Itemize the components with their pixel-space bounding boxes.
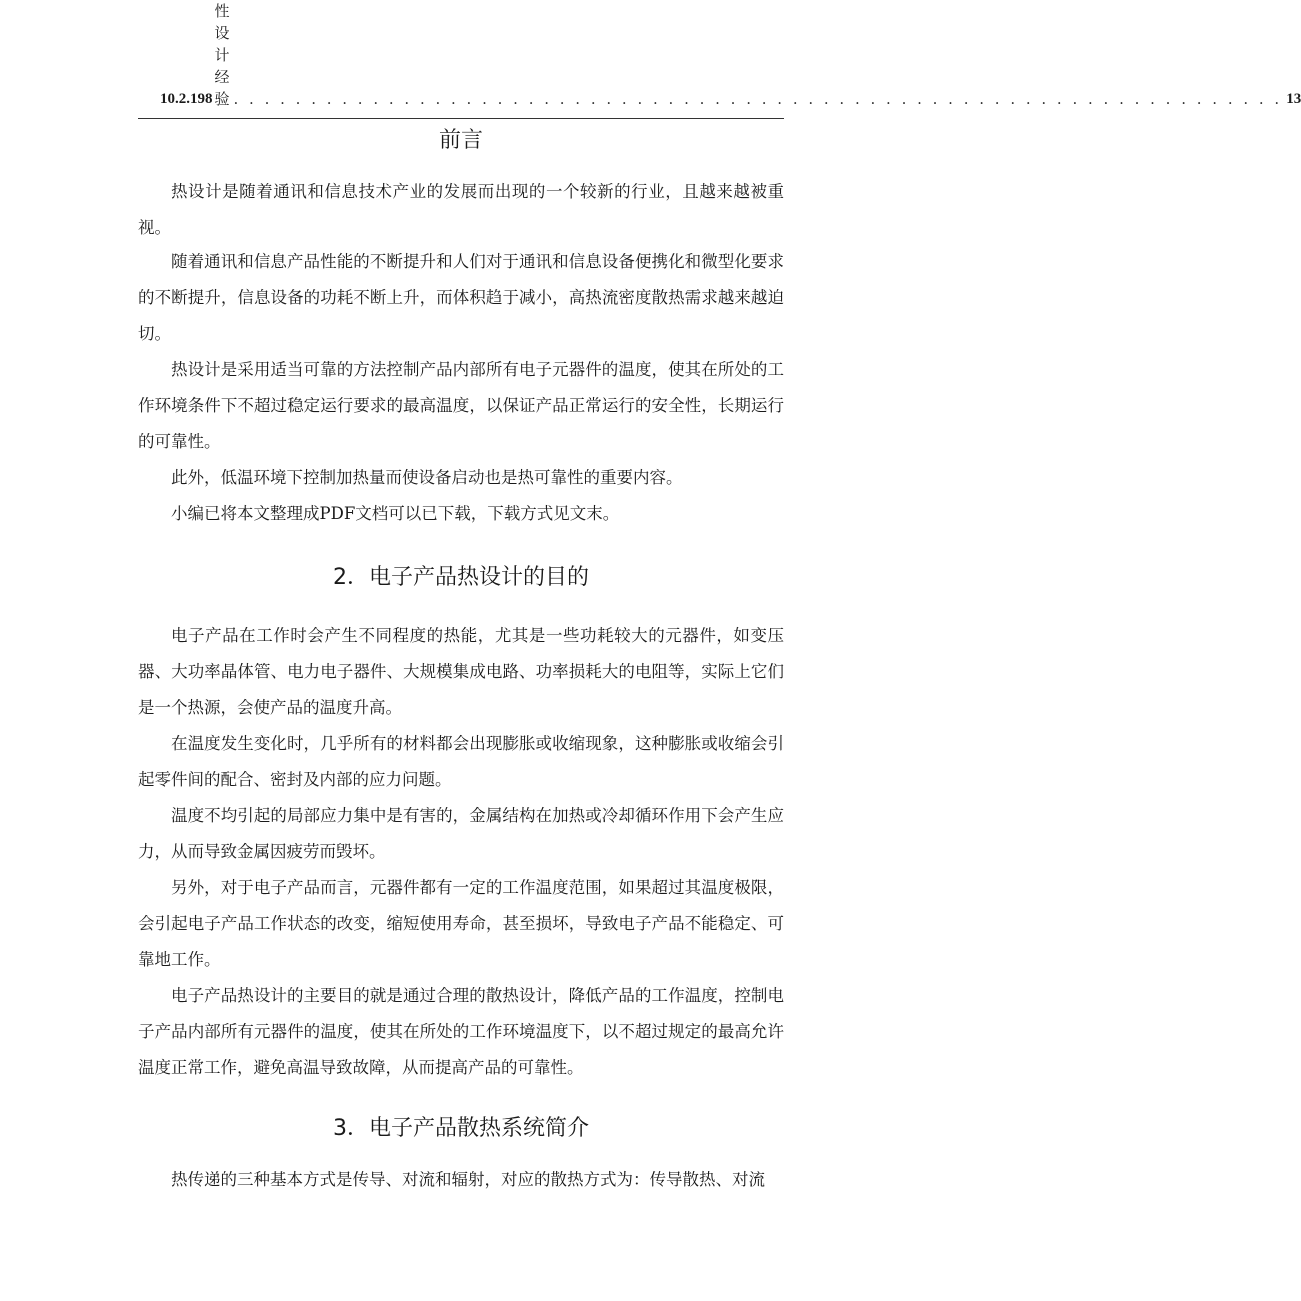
section-2-heading: 2．电子产品热设计的目的 [333,565,589,590]
preface-paragraph-2: 随着通讯和信息产品性能的不断提升和人们对于通讯和信息设备便携化和微型化要求的不断提升，信息设备的功耗不断上升，而体积趋于减小，高热流密度散热需求越来越迫切。 [138,252,784,343]
header-divider [138,118,784,119]
toc-entry-title: 性设计经验 [214,2,230,108]
preface-paragraph-1: 热设计是随着通讯和信息技术产业的发展而出现的一个较新的行业，且越来越被重视。 [138,182,784,237]
preface-paragraph-3: 热设计是采用适当可靠的方法控制产品内部所有电子元器件的温度，使其在所处的工作环境条件下不超过稳定运行要求的最高温度，以保证产品正常运行的安全性，长期运行的可靠性。 [138,360,784,451]
preface-paragraph-5: 小编已将本文整理成PDF文档可以已下载，下载方式见文末。 [171,504,620,523]
section-2-paragraph-2: 在温度发生变化时，几乎所有的材料都会出现膨胀或收缩现象，这种膨胀或收缩会引起零件间的配合、密封及内部的应力问题。 [138,734,784,789]
section-3-paragraph-1: 热传递的三种基本方式是传导、对流和辐射，对应的散热方式为：传导散热、对流 [171,1170,765,1189]
toc-leader-dots: . . . . . . . . . . . . . . . . . . . . . . . . . . . . . . . . . . . . . . . . . . . . . . . . . . . . . . . . . . . . . . . . . . . . [233,90,1283,108]
section-2-paragraph-1: 电子产品在工作时会产生不同程度的热能，尤其是一些功耗较大的元器件，如变压器、大功率晶体管、电力电子器件、大规模集成电路、功率损耗大的电阻等，实际上它们是一个热源，会使产品的温度升高。 [138,626,784,717]
preface-heading: 前言 [438,128,483,153]
toc-entry-page: 13 [1286,91,1301,107]
section-2-paragraph-3: 温度不均引起的局部应力集中是有害的，金属结构在加热或冷却循环作用下会产生应力，从而导致金属因疲劳而毁坏。 [138,806,784,861]
toc-entry-number: 10.2.198 [160,91,213,107]
section-2-paragraph-4: 另外，对于电子产品而言，元器件都有一定的工作温度范围，如果超过其温度极限，会引起电子产品工作状态的改变，缩短使用寿命，甚至损坏，导致电子产品不能稳定、可靠地工作。 [138,878,784,969]
preface-paragraph-4: 此外，低温环境下控制加热量而使设备启动也是热可靠性的重要内容。 [171,468,683,487]
toc-entry[interactable] [160,2,1301,110]
section-3-heading: 3．电子产品散热系统简介 [333,1116,589,1141]
section-2-paragraph-5: 电子产品热设计的主要目的就是通过合理的散热设计，降低产品的工作温度，控制电子产品内部所有元器件的温度，使其在所处的工作环境温度下，以不超过规定的最高允许温度正常工作，避免高温导致故障，从而提高产品的可靠性。 [138,986,784,1077]
